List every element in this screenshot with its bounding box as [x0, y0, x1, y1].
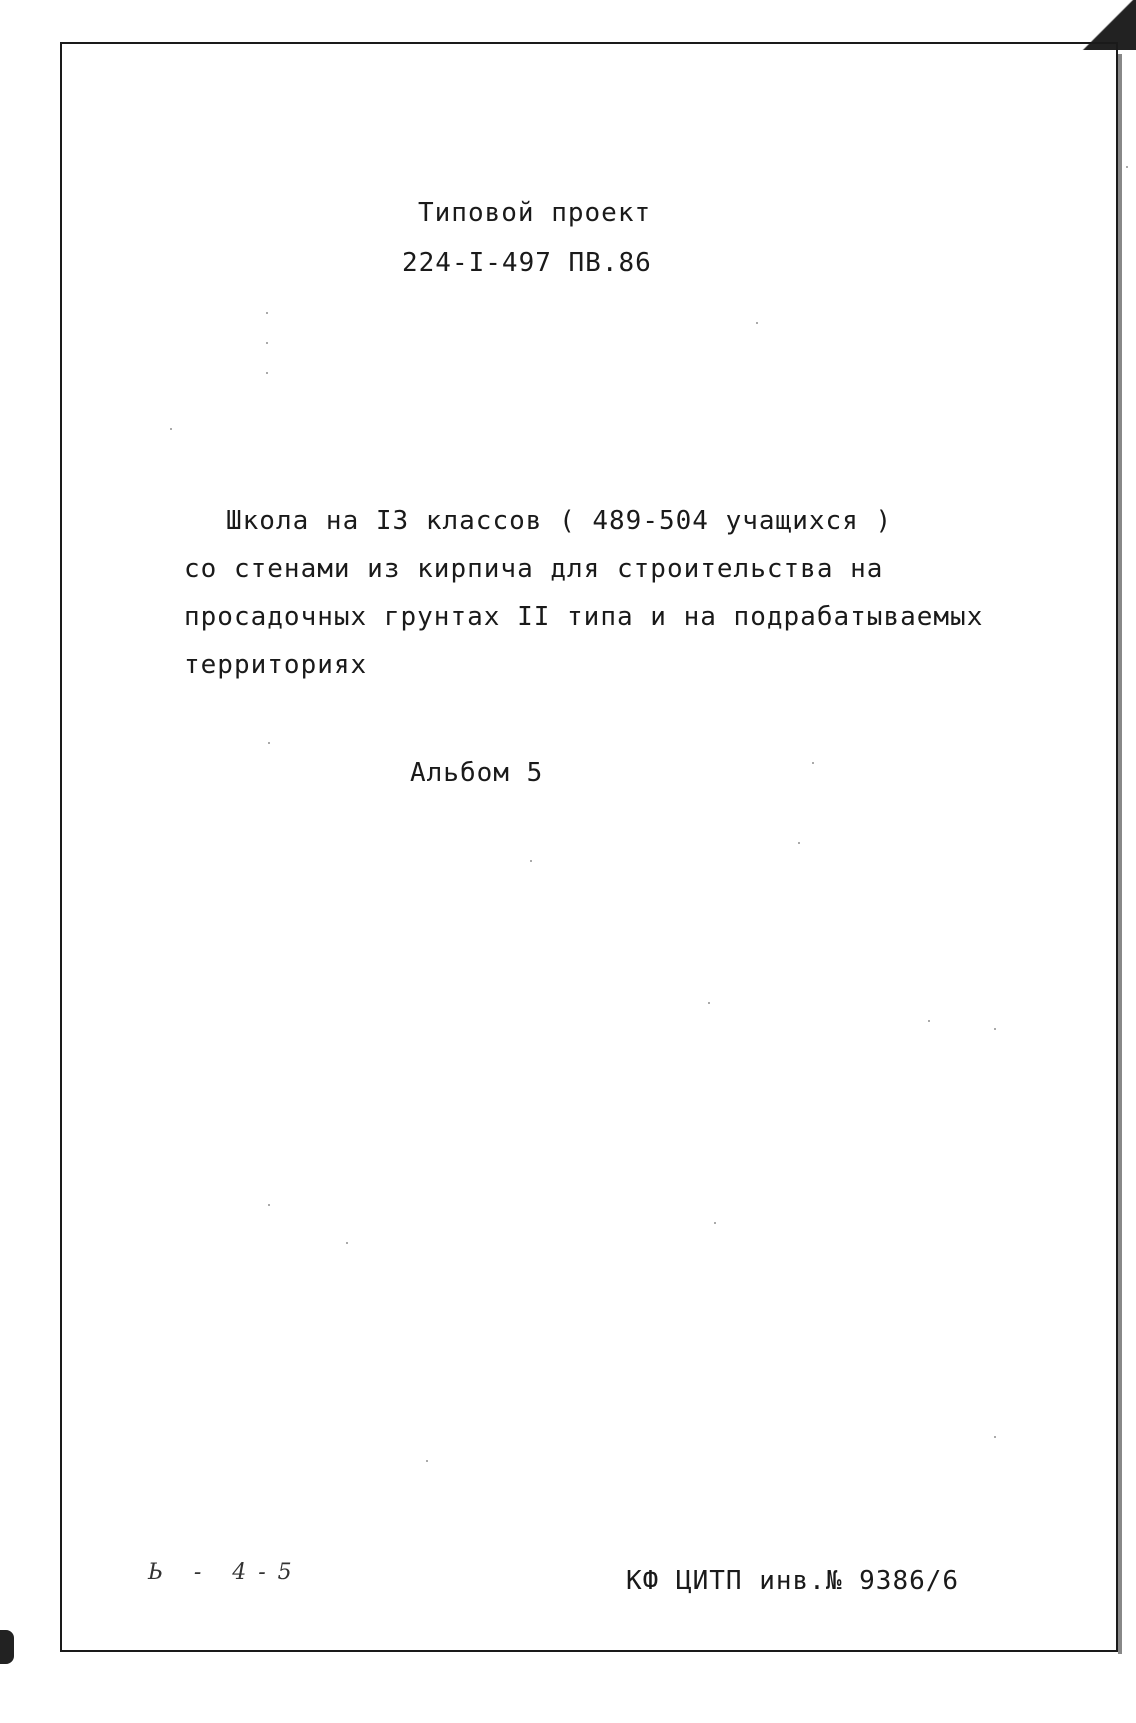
scan-speck [266, 372, 268, 374]
scan-speck [346, 1242, 348, 1244]
scan-speck [1126, 166, 1128, 168]
description-line: территориях [184, 650, 368, 680]
scan-speck [714, 1222, 716, 1224]
scan-speck [268, 742, 270, 744]
scan-speck [170, 428, 172, 430]
scan-speck [756, 322, 758, 324]
project-code: 224-I-497 ПВ.86 [402, 248, 652, 278]
description-line: Школа на I3 классов ( 489-504 учащихся ) [226, 506, 893, 536]
description-line: со стенами из кирпича для строительства на [184, 554, 884, 584]
scan-edge-blot [0, 1630, 14, 1664]
scan-speck [268, 1204, 270, 1206]
scan-speck [530, 860, 532, 862]
scan-speck [994, 1436, 996, 1438]
title-page-frame [60, 42, 1118, 1652]
scan-speck [812, 762, 814, 764]
description-line: просадочных грунтах II типа и на подрабатываемых [184, 602, 984, 632]
inventory-number: КФ ЦИТП инв.№ 9386/6 [626, 1566, 960, 1596]
frame-shadow-edge [1118, 54, 1122, 1654]
scan-speck [266, 312, 268, 314]
scan-speck [798, 842, 800, 844]
handwritten-note: Ь - 4-5 [148, 1560, 304, 1585]
scan-speck [994, 1028, 996, 1030]
project-title: Типовой проект [418, 198, 652, 228]
scan-speck [266, 342, 268, 344]
scan-speck [426, 1460, 428, 1462]
album-number: Альбом 5 [410, 758, 544, 788]
scan-speck [928, 1020, 930, 1022]
project-description [184, 497, 983, 689]
scan-speck [708, 1002, 710, 1004]
